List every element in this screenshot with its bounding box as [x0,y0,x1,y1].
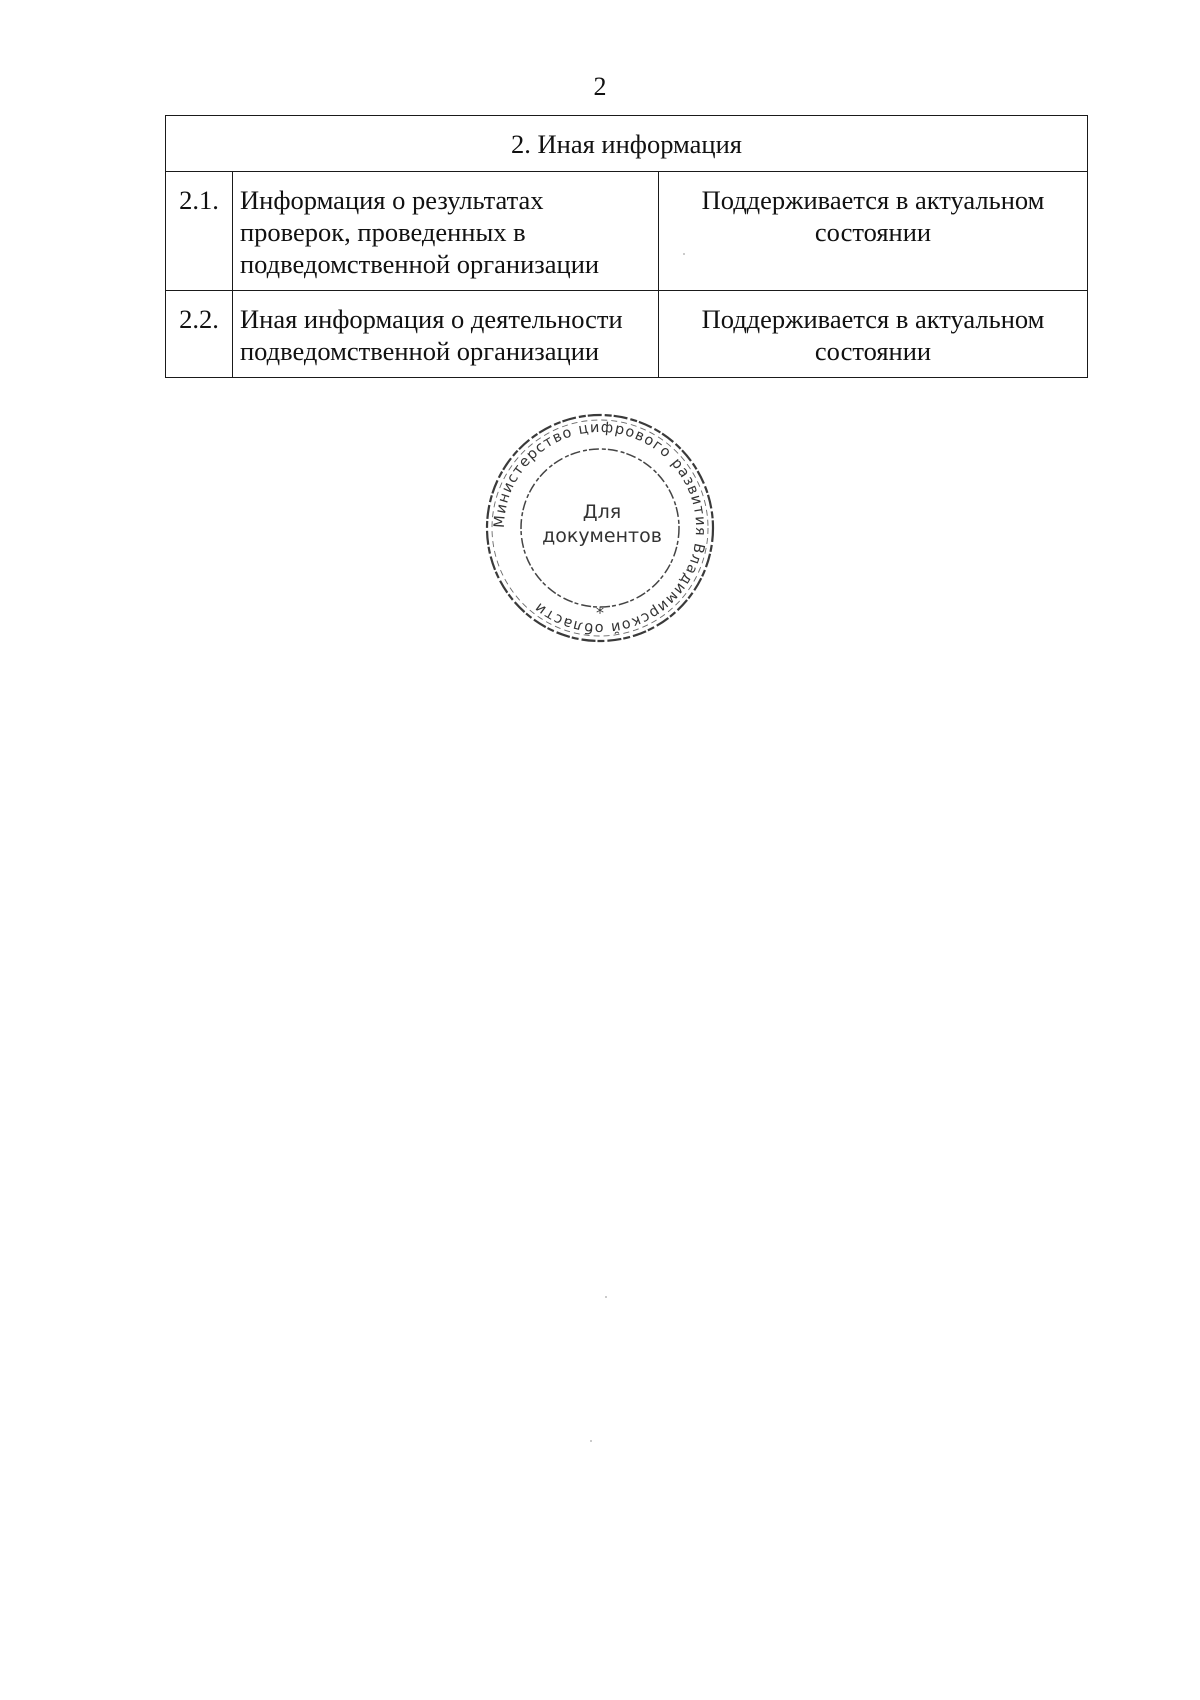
seal-star: * [596,603,604,622]
row-status: Поддерживается в актуальном состоянии [659,172,1088,291]
page-number: 2 [593,72,607,101]
official-seal-stamp [480,408,720,648]
row-name: Иная информация о деятельности подведомственной организации [233,291,659,378]
table-row [166,291,1088,378]
row-status: Поддерживается в актуальном состоянии [659,291,1088,378]
row-number: 2.2. [166,291,233,378]
scan-speck [590,1440,592,1442]
seal-ring-text: Министерство цифрового развития Владимирской области [491,419,709,637]
table-row [166,172,1088,291]
scan-speck [683,253,685,255]
row-number: 2.1. [166,172,233,291]
scan-speck [605,1296,607,1298]
section-header-row [166,116,1088,172]
row-name: Информация о результатах проверок, проведенных в подведомственной организации [233,172,659,291]
info-table [165,115,1088,378]
section-title: 2. Иная информация [166,116,1088,172]
seal-center-line1: Для [582,501,622,523]
seal-center-line2: документов [542,525,662,547]
